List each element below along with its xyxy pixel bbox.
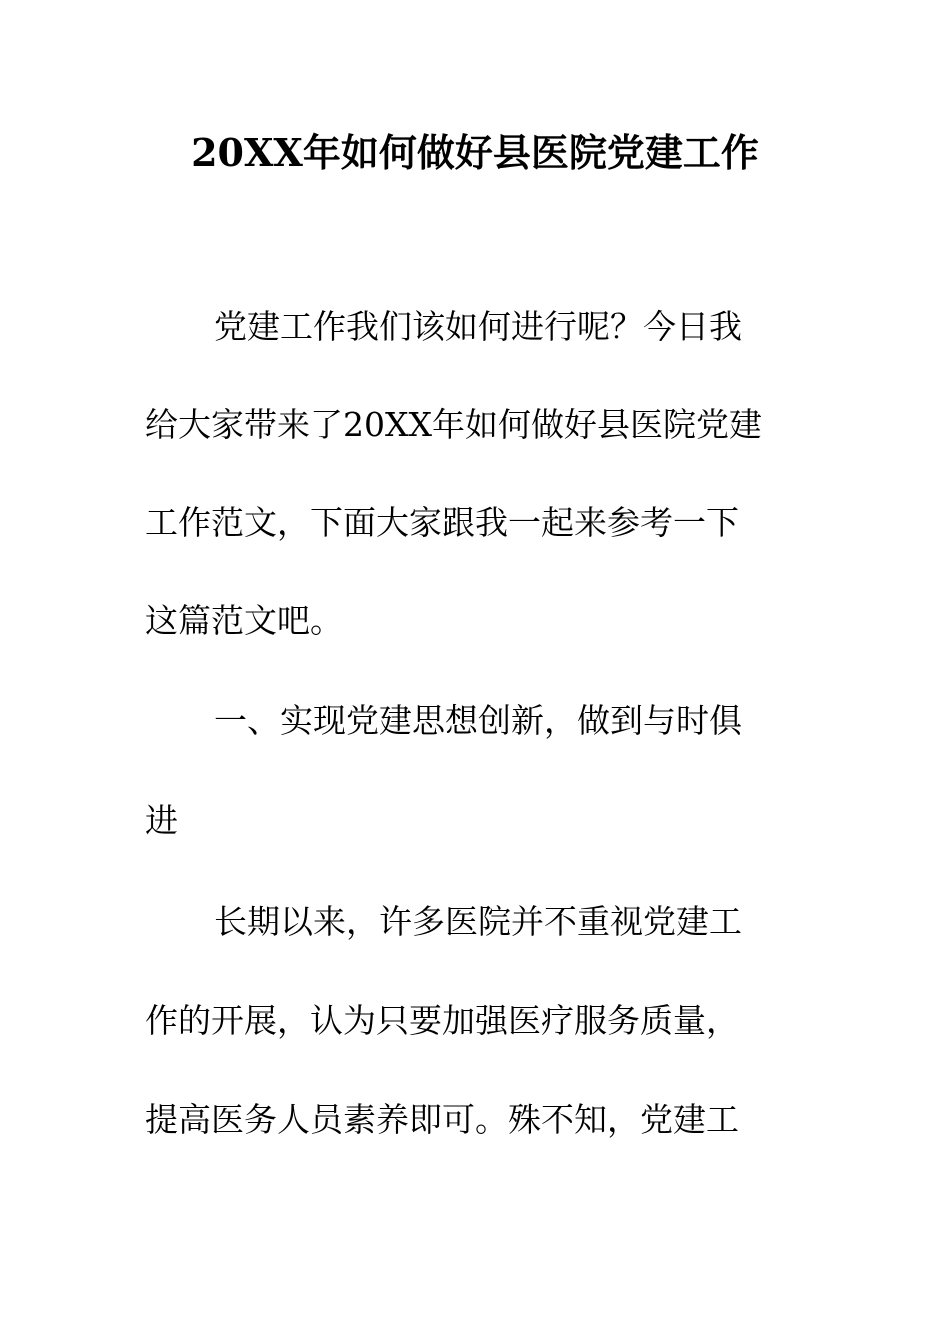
paragraph-line: 党建工作我们该如何进行呢？今日我: [214, 307, 742, 346]
paragraph-line: 工作范文，下面大家跟我一起来参考一下: [145, 503, 739, 542]
paragraph-line: 作的开展，认为只要加强医疗服务质量，: [145, 1001, 739, 1040]
paragraph-line: 这篇范文吧。: [145, 601, 343, 640]
paragraph-line: 给大家带来了20XX年如何做好县医院党建: [145, 405, 762, 444]
paragraph-line: 长期以来，许多医院并不重视党建工: [214, 902, 742, 941]
document-title: 20XX年如何做好县医院党建工作: [191, 130, 759, 175]
section-heading-line: 一、实现党建思想创新，做到与时俱: [214, 701, 742, 740]
paragraph-line: 提高医务人员素养即可。殊不知，党建工: [145, 1100, 739, 1139]
section-heading-line: 进: [145, 801, 178, 840]
